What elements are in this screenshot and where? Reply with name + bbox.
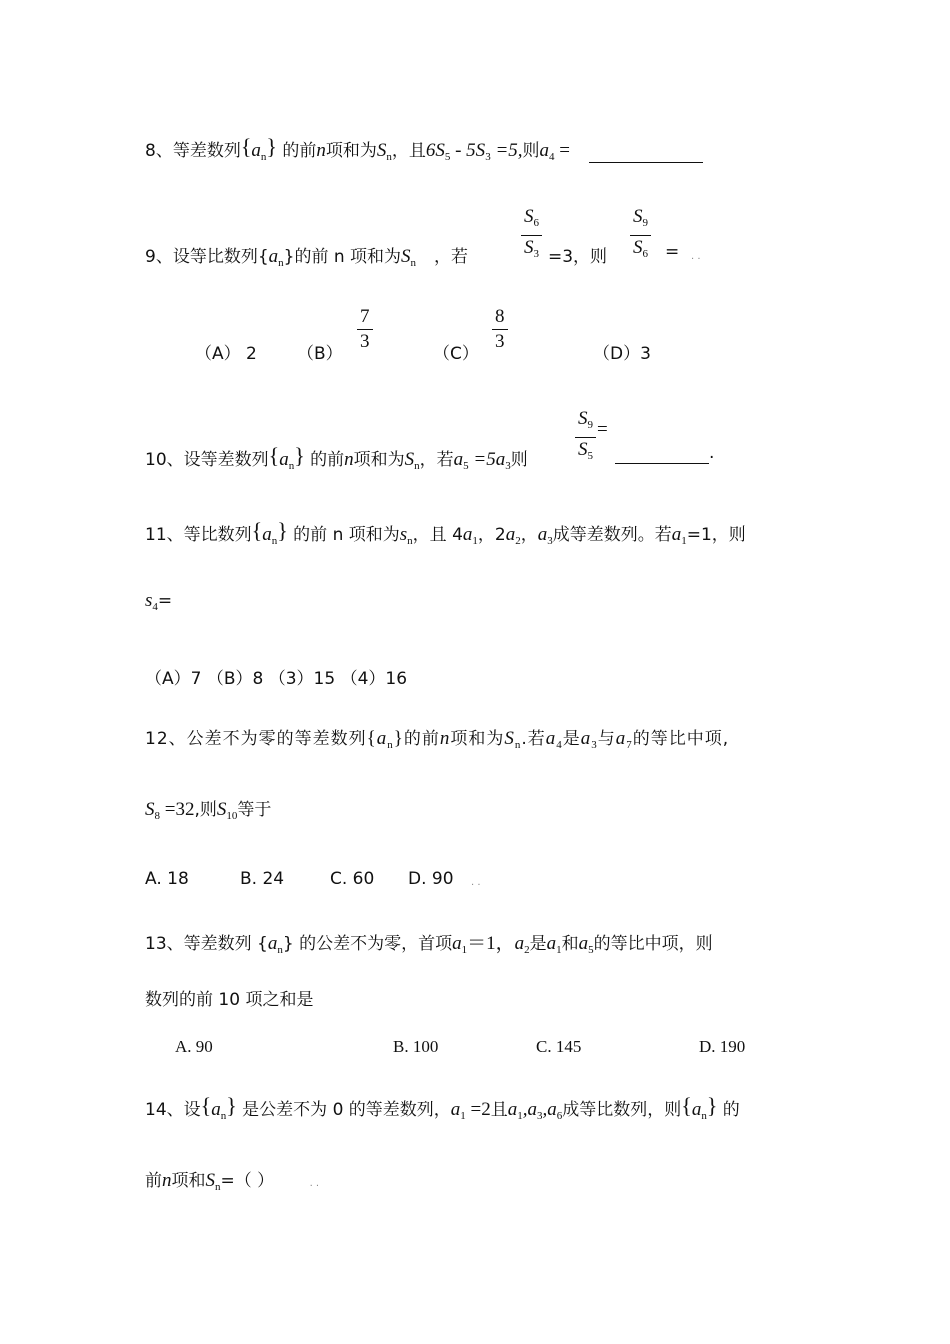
q9-f1-num-sub: 6: [533, 217, 539, 229]
q8-an-sub: n: [260, 151, 267, 163]
q11-line2-eq: =: [157, 591, 173, 611]
q14-an-base: a: [211, 1099, 221, 1120]
q13-a1b-sub: 1: [556, 944, 562, 956]
q12-mid3: .若: [521, 729, 546, 749]
q10-S-sub: n: [414, 460, 420, 472]
q10-then: 则: [510, 450, 528, 470]
q9-f1-num: [521, 205, 542, 236]
q8-a4-base: a: [539, 140, 550, 161]
option-c-den: 3: [495, 331, 505, 352]
q9-f1-den-sub: 3: [533, 248, 539, 260]
q13-a5-base: a: [578, 933, 589, 954]
q14-an2-sub: n: [701, 1110, 707, 1122]
q11-an: [262, 524, 277, 545]
q11-mid5: 成等差数列。若: [552, 525, 672, 545]
q11-a3-sub: 3: [547, 535, 553, 547]
option-d[interactable]: （D）3: [593, 344, 651, 364]
q10-dot: .: [709, 443, 715, 463]
q8-n: n: [316, 140, 326, 161]
q13-mid2: ＝1，: [467, 933, 515, 954]
question-8: [145, 134, 703, 163]
q14-an2: [692, 1099, 707, 1120]
q14-line2-mid: 项和: [171, 1171, 206, 1191]
q14-seq-sub1: 1: [517, 1110, 523, 1122]
answer-blank[interactable]: [615, 443, 709, 464]
q9-fraction-2: [630, 205, 651, 266]
q10-f-den-base: S: [578, 439, 588, 460]
q12-an-base: a: [376, 728, 388, 749]
q10-f-den: [578, 438, 593, 468]
option-a[interactable]: A. 90: [175, 1037, 213, 1056]
q11-s4-sub: 4: [152, 601, 158, 613]
brace-open: {: [251, 518, 263, 543]
q12-S: [504, 728, 521, 749]
option-c[interactable]: C. 60: [330, 869, 375, 889]
q12-a3-base: a: [580, 728, 592, 749]
q12-prefix: 12、公差不为零的等差数列: [145, 729, 367, 749]
q11-options: [145, 664, 407, 689]
q12-mid6: 的等比中项,: [632, 729, 730, 749]
q8-an: [251, 140, 266, 161]
q12-a7-base: a: [615, 728, 627, 749]
q8-a4-sub: 4: [549, 151, 555, 163]
q13-mid3: 是: [529, 934, 547, 954]
brace-open: {: [681, 1093, 692, 1118]
q13-an: [268, 933, 283, 954]
q9-f2-num-base: S: [633, 206, 643, 227]
q9-f1-num-base: S: [524, 206, 534, 227]
q10-mid1: 的前: [310, 450, 345, 470]
q9-an-base: a: [268, 246, 279, 267]
brace-open: {: [200, 1093, 212, 1118]
q11-mid3: ，2: [477, 525, 506, 545]
q8-S-sub: n: [386, 151, 392, 163]
q12-an: [377, 728, 394, 749]
q9-f2-num-sub: 9: [642, 217, 648, 229]
q11-s4-base: s: [145, 590, 153, 611]
option-b-den: 3: [360, 331, 370, 352]
q14-an: [211, 1099, 226, 1120]
q9-S-sub: n: [410, 257, 417, 269]
q13-a2-sub: 2: [524, 944, 530, 956]
q8-S-base: S: [376, 140, 387, 161]
brace-open: {: [268, 443, 280, 468]
q10-f-den-sub: 5: [587, 450, 593, 462]
q11-mid1: 的前 n 项和为: [293, 525, 400, 545]
q11-a2-sub: 2: [515, 535, 521, 547]
option-c[interactable]: C. 145: [536, 1037, 582, 1056]
q10-f-num-sub: 9: [587, 419, 593, 431]
q10-S: [405, 449, 420, 470]
q12-S10: [217, 799, 238, 820]
q9-an: [269, 246, 284, 267]
brace-close: }: [706, 1093, 718, 1118]
q14-eq: =2: [465, 1099, 491, 1120]
q13-a2-base: a: [514, 933, 525, 954]
q8-then: 则: [522, 141, 540, 161]
q11-a1-sub: 1: [472, 535, 478, 547]
q11-options-text[interactable]: （A）7 （B）8 （3）15 （4）16: [145, 669, 408, 689]
q9-mid1: }的前 n 项和为: [283, 247, 402, 267]
q10-S-base: S: [404, 449, 415, 470]
q10-a3-sub: 3: [505, 460, 511, 472]
q10-an: [279, 449, 294, 470]
q14-seq-sub2: 3: [537, 1110, 543, 1122]
q12-line2-tail: 等于: [237, 800, 272, 820]
q9-f2-den-sub: 6: [642, 248, 648, 260]
q14-line2-n: n: [162, 1170, 172, 1191]
q8-text: 8、等差数列: [145, 141, 241, 161]
option-b[interactable]: B. 24: [240, 869, 285, 889]
q12-line2-eq: =32: [160, 799, 195, 820]
q10-mid2: 项和为: [353, 450, 405, 470]
q11-a3-base: a: [537, 524, 548, 545]
q8-mid2: 项和为: [325, 141, 377, 161]
q14-seq-mid2: ,a: [542, 1099, 557, 1120]
q10-an-base: a: [279, 449, 289, 470]
q8-S: [377, 140, 392, 161]
q8-equals: =: [554, 140, 570, 161]
q12-an-sub: n: [387, 739, 394, 751]
q13-a5-sub: 5: [588, 944, 594, 956]
q10-a5: [454, 449, 469, 470]
q12-a3-sub: 3: [591, 739, 598, 751]
q8-eq-tail: =5,: [490, 140, 523, 161]
question-14: [145, 1093, 740, 1122]
q13-mid5: 的等比中项，则: [593, 934, 713, 954]
q11-s4: [145, 590, 158, 611]
q12-a4-base: a: [545, 728, 557, 749]
q13-an-base: a: [267, 933, 278, 954]
brace-close: }: [266, 134, 277, 159]
brace-close: }: [393, 728, 404, 749]
stray-dots: . .: [309, 1178, 320, 1189]
q12-S10-base: S: [216, 799, 227, 820]
q13-mid1: } 的公差不为零，首项: [282, 934, 453, 954]
q9-f2-num: [630, 205, 651, 236]
q13-a1b-base: a: [546, 933, 557, 954]
question-11: [145, 518, 746, 547]
question-14-line2: [145, 1166, 319, 1193]
q12-a7-sub: 7: [626, 739, 633, 751]
q14-a1-base: a: [450, 1099, 461, 1120]
q8-eq-sub2: 3: [485, 151, 491, 163]
q14-Sn-sub: n: [215, 1181, 221, 1193]
question-13-line2: [145, 985, 313, 1010]
q9-fraction-1: [521, 205, 542, 266]
answer-blank[interactable]: [589, 162, 703, 163]
q14-line2-tail[interactable]: =（ ）: [220, 1171, 275, 1191]
brace-close: }: [294, 443, 305, 468]
q14-prefix: 14、设: [145, 1100, 201, 1120]
q9-eq: =: [665, 242, 680, 262]
option-c[interactable]: （C）: [433, 344, 479, 364]
option-b-num: 7: [357, 305, 373, 330]
q13-a1: [452, 933, 467, 954]
q9-an-sub: n: [278, 257, 284, 269]
option-b[interactable]: B. 100: [393, 1037, 439, 1056]
q10-mid3: ，若: [419, 450, 454, 470]
q8-mid3: ，且: [391, 141, 426, 161]
q11-s-sub: n: [407, 535, 413, 547]
q10-text-run: [145, 443, 528, 472]
q12-S8-base: S: [145, 799, 155, 820]
q8-an-base: a: [251, 140, 261, 161]
question-11-line2: [145, 590, 172, 613]
q12-a3: [581, 728, 598, 749]
q14-mid4: 的: [722, 1100, 740, 1120]
q13-a5: [579, 933, 594, 954]
option-b[interactable]: （B）: [297, 344, 343, 364]
q13-a1-base: a: [452, 933, 462, 954]
q9-prefix: 9、设等比数列{: [145, 247, 269, 267]
q8-eq-sub1: 5: [444, 151, 451, 163]
q9-f2-den: [633, 236, 648, 266]
q10-fraction: [575, 407, 596, 468]
q14-a1-sub: 1: [460, 1110, 466, 1122]
q12-S10-sub: 10: [226, 810, 238, 822]
q12-S-base: S: [504, 728, 515, 749]
q9-f2-den-base: S: [633, 237, 643, 258]
brace-close: }: [277, 518, 288, 543]
q14-line2-pre: 前: [145, 1171, 162, 1191]
q14-seq-mid1: ,a: [522, 1099, 538, 1120]
q11-mid6: =1，则: [686, 525, 746, 545]
q14-seq-sub3: 6: [556, 1110, 563, 1122]
q11-a2: [506, 524, 521, 545]
q11-prefix: 11、等比数列: [145, 525, 252, 545]
q14-seq-a: a: [507, 1099, 518, 1120]
stray-dots: . .: [471, 877, 481, 888]
question-12-line2: [145, 795, 271, 822]
option-a[interactable]: A. 18: [145, 869, 189, 889]
q11-a1b-sub: 1: [681, 535, 687, 547]
q14-mid1: 是公差不为 0 的等差数列，: [242, 1100, 451, 1120]
q10-n: n: [344, 449, 354, 470]
q14-a1: [451, 1099, 466, 1120]
q13-mid4: 和: [561, 934, 579, 954]
q13-a1b: [547, 933, 562, 954]
q11-a1-base: a: [462, 524, 473, 545]
option-c-num: 8: [492, 305, 508, 330]
q10-f-num-base: S: [578, 408, 588, 429]
q12-n: n: [439, 728, 451, 749]
q8-a4: [540, 140, 555, 161]
q10-prefix: 10、设等差数列: [145, 450, 269, 470]
q11-s-base: s: [399, 524, 408, 545]
q14-an-sub: n: [220, 1110, 227, 1122]
q10-eq: =5a: [468, 449, 506, 470]
q9-text-run: [145, 242, 468, 269]
q11-a1: [463, 524, 478, 545]
q11-an-base: a: [262, 524, 272, 545]
q12-S8: [145, 799, 160, 820]
q14-Sn-base: S: [205, 1170, 215, 1191]
q13-line2: 数列的前 10 项之和是: [145, 990, 314, 1010]
q14-Sn: [206, 1170, 221, 1191]
q12-mid1: 的前: [403, 729, 440, 749]
q14-mid3: 成等比数列，则: [562, 1100, 682, 1120]
q11-mid2: ，且 4: [412, 525, 463, 545]
q12-a7: [616, 728, 633, 749]
q11-a1b: [672, 524, 687, 545]
q12-a4: [546, 728, 563, 749]
q10-an-sub: n: [288, 460, 295, 472]
q11-mid4: ，: [520, 525, 538, 545]
q14-an2-base: a: [691, 1099, 702, 1120]
q9-f1-den-base: S: [524, 237, 534, 258]
q11-s: [400, 524, 413, 545]
q9-S: [401, 246, 416, 267]
q14-seq: [508, 1099, 563, 1120]
q13-an-sub: n: [277, 944, 283, 956]
q13-prefix: 13、等差数列 {: [145, 934, 268, 954]
brace-close: }: [226, 1093, 237, 1118]
q13-a1-sub: 1: [461, 944, 468, 956]
question-13: [145, 928, 713, 956]
q11-a3: [538, 524, 553, 545]
stray-dots: . .: [691, 251, 701, 262]
brace-open: {: [240, 134, 252, 159]
q12-S8-sub: 8: [154, 810, 160, 822]
q13-a2: [515, 933, 530, 954]
brace-open: {: [366, 728, 377, 749]
q12-mid5: 与: [597, 729, 616, 749]
q12-mid2: 项和为: [450, 729, 505, 749]
q10-equals: =: [597, 419, 608, 440]
q9-eq3: =3，则: [548, 247, 608, 267]
q10-f-num: [575, 407, 596, 438]
q9-f1-den: [524, 236, 539, 266]
q12-line2-then: ,则: [194, 800, 217, 820]
q9-mid2: ，若: [434, 247, 469, 267]
q10-a5-base: a: [453, 449, 464, 470]
q12-a4-sub: 4: [556, 739, 563, 751]
question-12: [145, 724, 729, 751]
q9-S-base: S: [401, 246, 411, 267]
q11-a1b-base: a: [671, 524, 682, 545]
q11-an-sub: n: [271, 535, 278, 547]
q8-equation: [426, 140, 523, 161]
q8-mid1: 的前: [282, 141, 317, 161]
q12-S-sub: n: [514, 739, 522, 751]
q8-eq-a: 6S: [425, 140, 445, 161]
option-c-fraction: [492, 305, 508, 354]
q10-a5-sub: 5: [463, 460, 469, 472]
q10-rhs: [469, 449, 511, 470]
option-d[interactable]: D. 190: [699, 1037, 746, 1056]
q8-eq-mid: - 5S: [450, 140, 486, 161]
q14-mid2: 且: [490, 1100, 508, 1120]
option-d[interactable]: D. 90: [408, 869, 454, 889]
option-b-fraction: [357, 305, 373, 354]
q12-mid4: 是: [562, 729, 581, 749]
q11-a2-base: a: [505, 524, 516, 545]
option-a[interactable]: （A） 2: [195, 344, 257, 364]
